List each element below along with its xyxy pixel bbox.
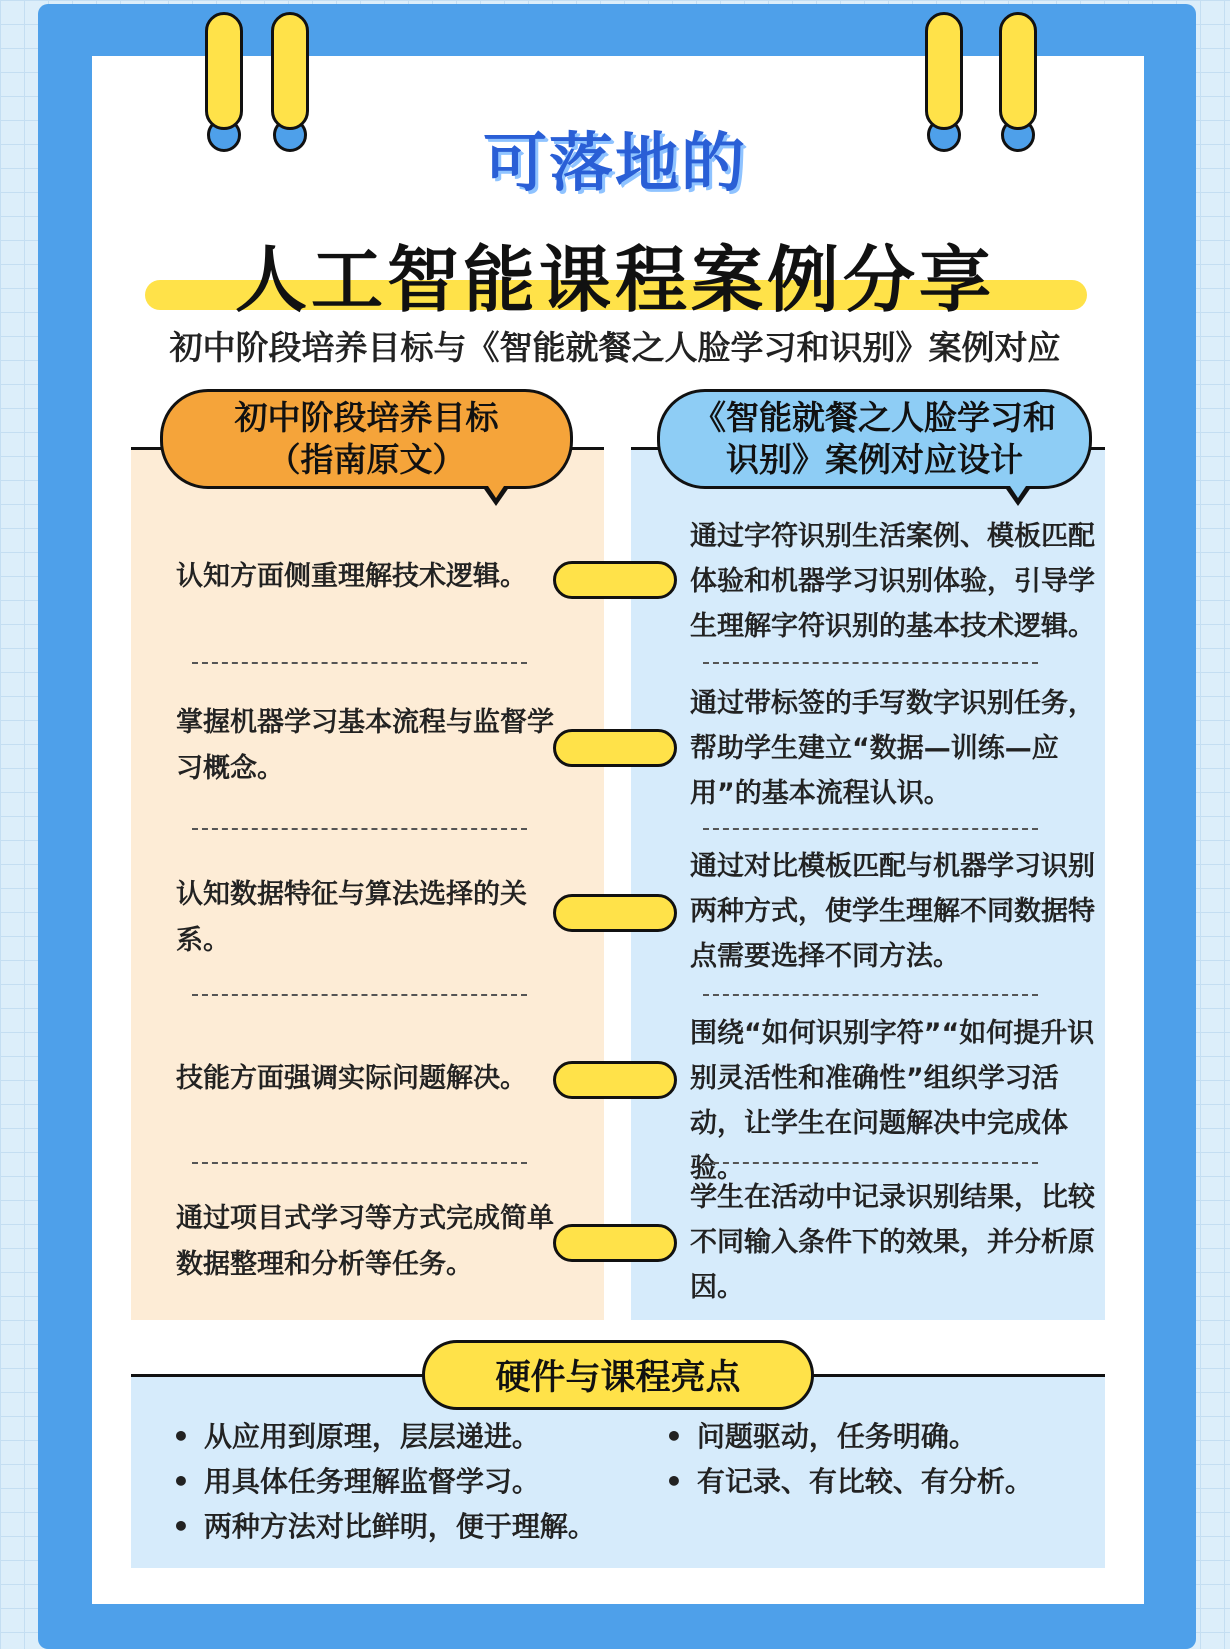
design-divider-2 [703, 828, 1038, 830]
highlight-item: • 用具体任务理解监督学习。 [172, 1460, 540, 1504]
connector-pill-4 [553, 1061, 677, 1099]
design-header-bubble [657, 389, 1092, 489]
design-text-5: 学生在活动中记录识别结果，比较不同输入条件下的效果，并分析原因。 [690, 1182, 1095, 1303]
highlight-item: • 有记录、有比较、有分析。 [665, 1460, 1033, 1504]
highlight-item: • 从应用到原理，层层递进。 [172, 1415, 540, 1459]
design-bubble-tail-fill [1008, 483, 1028, 498]
highlight-item: • 两种方法对比鲜明，便于理解。 [172, 1505, 596, 1549]
goals-bubble-tail-fill [486, 483, 506, 498]
design-text-2: 通过带标签的手写数字识别任务，帮助学生建立“数据—训练—应用”的基本流程认识。 [690, 688, 1095, 809]
goals-header-bubble [160, 389, 573, 489]
connector-pill-2 [553, 729, 677, 767]
design-header-text: 《智能就餐之人脸学习和识别》案例对应设计 [693, 398, 1056, 479]
goal-text-5: 通过项目式学习等方式完成简单数据整理和分析等任务。 [176, 1203, 554, 1280]
goal-divider-4 [192, 1162, 527, 1164]
goal-divider-2 [192, 828, 527, 830]
connector-pill-1 [553, 561, 677, 599]
highlights-title-badge [422, 1340, 814, 1410]
goal-divider-3 [192, 994, 527, 996]
goals-header-text: 初中阶段培养目标（指南原文） [234, 398, 499, 479]
connector-pill-3 [553, 894, 677, 932]
subtitle: 初中阶段培养目标与《智能就餐之人脸学习和识别》案例对应 [169, 328, 1061, 367]
goal-divider-1 [192, 662, 527, 664]
connector-pill-5 [553, 1224, 677, 1262]
goal-text-4: 技能方面强调实际问题解决。 [176, 1063, 527, 1094]
title-line-2: 人工智能课程案例分享 [234, 238, 995, 322]
goal-text-1: 认知方面侧重理解技术逻辑。 [176, 561, 527, 592]
design-divider-3 [703, 994, 1038, 996]
goal-text-2: 掌握机器学习基本流程与监督学习概念。 [176, 707, 554, 784]
title-line-1: 可落地的 [483, 127, 747, 201]
goal-text-3: 认知数据特征与算法选择的关系。 [176, 879, 527, 956]
design-divider-1 [703, 662, 1038, 664]
highlights-title: 硬件与课程亮点 [495, 1358, 741, 1398]
highlight-item: • 问题驱动，任务明确。 [665, 1415, 977, 1459]
design-divider-4 [703, 1162, 1038, 1164]
design-text-3: 通过对比模板匹配与机器学习识别两种方式，使学生理解不同数据特点需要选择不同方法。 [690, 851, 1095, 972]
design-text-1: 通过字符识别生活案例、模板匹配体验和机器学习识别体验，引导学生理解字符识别的基本技术逻辑。 [690, 521, 1095, 642]
design-text-4: 围绕“如何识别字符”“如何提升识别灵活性和准确性”组织学习活动，让学生在问题解决中完成体验。 [690, 1018, 1095, 1184]
